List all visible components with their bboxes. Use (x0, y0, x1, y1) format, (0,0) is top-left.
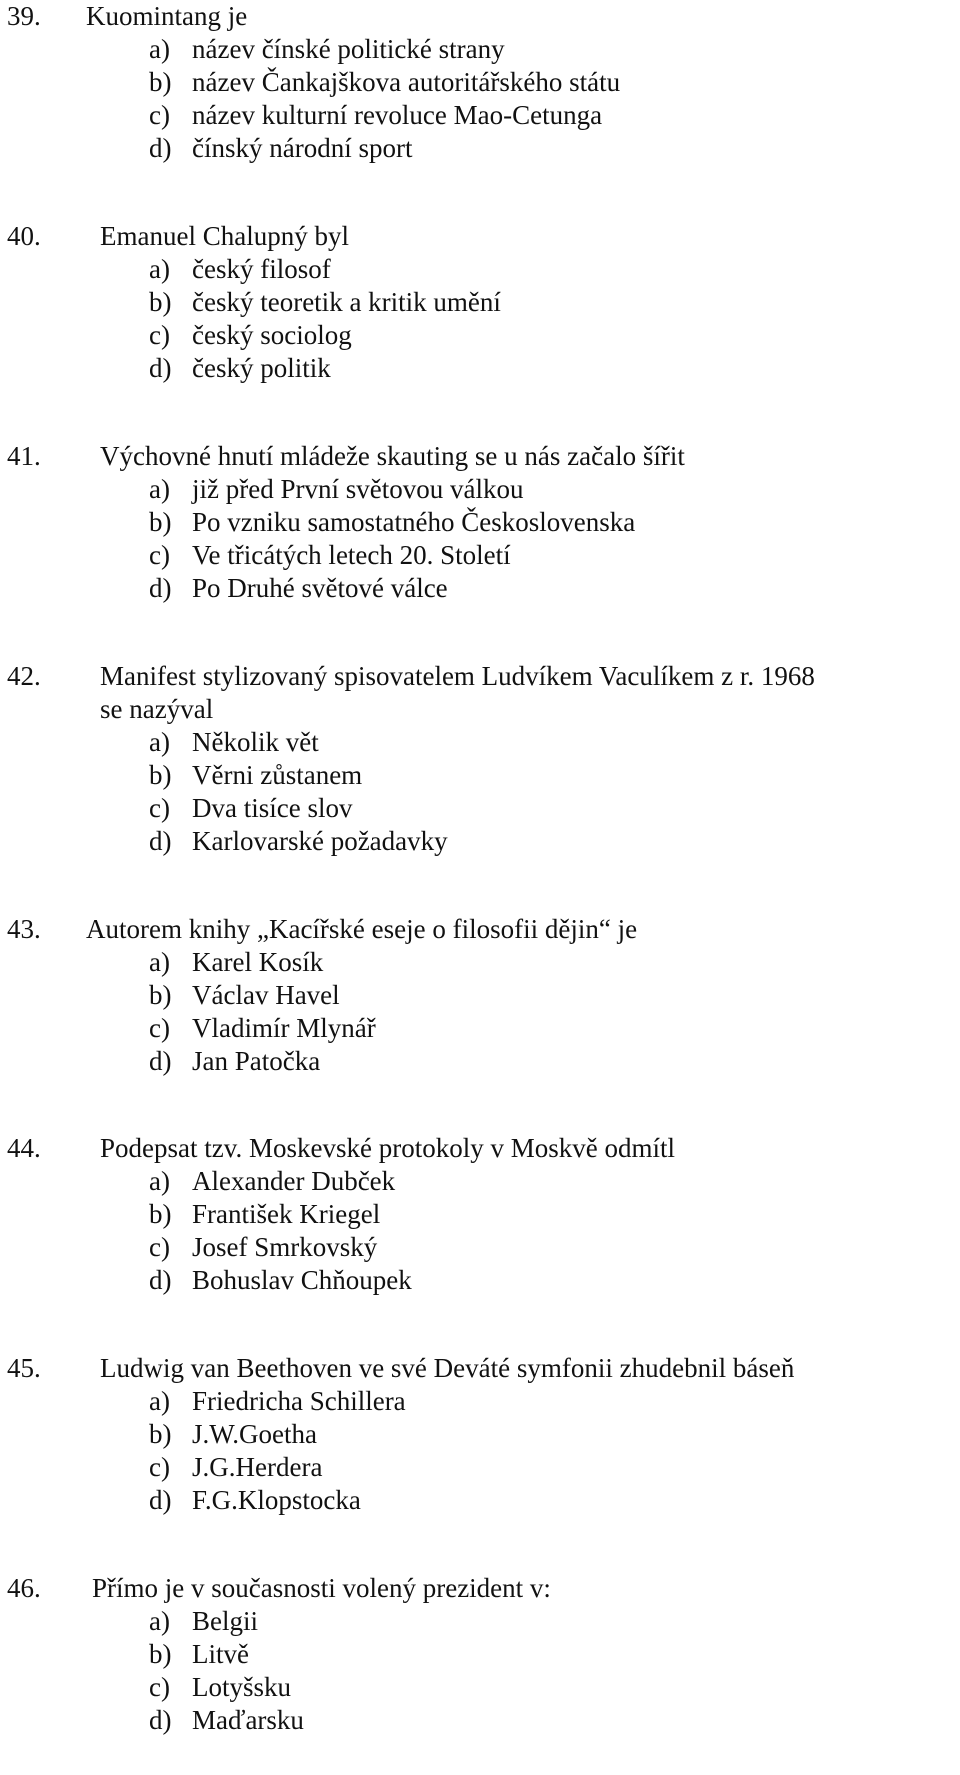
option-b (149, 1198, 380, 1230)
option-a (149, 726, 319, 758)
option-letter: d) (149, 1485, 172, 1515)
option-a (149, 1605, 258, 1637)
option-text: český filosof (192, 254, 331, 284)
question-text: Výchovné hnutí mládeže skauting se u nás začalo šířit (100, 441, 685, 471)
option-text: František Kriegel (192, 1199, 381, 1229)
option-a (149, 946, 323, 978)
option-letter: b) (149, 1419, 172, 1449)
option-letter: d) (149, 1046, 172, 1076)
option-letter: b) (149, 287, 172, 317)
option-b (149, 506, 635, 538)
option-letter: a) (149, 947, 170, 977)
option-letter: a) (149, 474, 170, 504)
option-letter: a) (149, 34, 170, 64)
option-letter: b) (149, 1199, 172, 1229)
question-number: 43. (7, 914, 41, 944)
option-letter: d) (149, 353, 172, 383)
option-letter: d) (149, 826, 172, 856)
option-text: čínský národní sport (192, 133, 413, 163)
option-letter: d) (149, 573, 172, 603)
option-a (149, 253, 331, 285)
option-text: Jan Patočka (192, 1046, 321, 1076)
option-text: Friedricha Schillera (192, 1386, 406, 1416)
option-c (149, 1231, 377, 1263)
option-b (149, 1418, 317, 1450)
option-b (149, 759, 362, 791)
question-number: 45. (7, 1353, 41, 1383)
option-letter: b) (149, 1639, 172, 1669)
question-text: Kuomintang je (86, 1, 248, 31)
option-letter: c) (149, 793, 170, 823)
option-c (149, 1451, 322, 1483)
option-d (149, 1704, 304, 1736)
option-d (149, 1484, 361, 1516)
option-text: Maďarsku (192, 1705, 304, 1735)
option-text: název Čankajškova autoritářského státu (192, 67, 621, 97)
option-text: Věrni zůstanem (192, 760, 363, 790)
option-letter: b) (149, 507, 172, 537)
option-text: Belgii (192, 1606, 258, 1636)
option-letter: a) (149, 727, 170, 757)
option-letter: b) (149, 760, 172, 790)
option-text: český politik (192, 353, 331, 383)
option-letter: a) (149, 1606, 170, 1636)
option-text: Vladimír Mlynář (192, 1013, 376, 1043)
option-text: F.G.Klopstocka (192, 1485, 361, 1515)
option-letter: a) (149, 1166, 170, 1196)
option-letter: d) (149, 133, 172, 163)
option-text: Litvě (192, 1639, 249, 1669)
question-text: Manifest stylizovaný spisovatelem Ludvíkem Vaculíkem z r. 1968 (100, 661, 815, 691)
option-a (149, 473, 523, 505)
option-text: Několik vět (192, 727, 319, 757)
question-number: 40. (7, 221, 41, 251)
option-letter: a) (149, 254, 170, 284)
option-text: Lotyšsku (192, 1672, 292, 1702)
option-text: Václav Havel (192, 980, 340, 1010)
option-b (149, 979, 340, 1011)
question-text: Autorem knihy „Kacířské eseje o filosofii dějin“ je (86, 914, 638, 944)
option-c (149, 1012, 376, 1044)
option-letter: d) (149, 1265, 172, 1295)
option-c (149, 319, 352, 351)
option-text: Alexander Dubček (192, 1166, 396, 1196)
option-text: Karel Kosík (192, 947, 324, 977)
question-text: Podepsat tzv. Moskevské protokoly v Moskvě odmítl (100, 1133, 675, 1163)
option-text: J.G.Herdera (192, 1452, 323, 1482)
option-letter: b) (149, 67, 172, 97)
option-letter: c) (149, 100, 170, 130)
option-letter: c) (149, 320, 170, 350)
option-text: Dva tisíce slov (192, 793, 353, 823)
option-text: Po vzniku samostatného Československa (192, 507, 636, 537)
question-text: Přímo je v současnosti volený prezident v: (92, 1573, 551, 1603)
option-text: český teoretik a kritik umění (192, 287, 501, 317)
option-letter: c) (149, 1672, 170, 1702)
option-d (149, 1264, 412, 1296)
option-b (149, 286, 501, 318)
option-letter: a) (149, 1386, 170, 1416)
question-number: 42. (7, 661, 41, 691)
question-text: Emanuel Chalupný byl (100, 221, 349, 251)
option-letter: c) (149, 540, 170, 570)
option-text: název kulturní revoluce Mao-Cetunga (192, 100, 603, 130)
option-d (149, 572, 448, 604)
option-letter: d) (149, 1705, 172, 1735)
option-text: název čínské politické strany (192, 34, 505, 64)
option-d (149, 132, 412, 164)
option-a (149, 1165, 395, 1197)
option-d (149, 352, 331, 384)
option-c (149, 539, 511, 571)
option-c (149, 792, 352, 824)
question-number: 41. (7, 441, 41, 471)
option-letter: b) (149, 980, 172, 1010)
option-d (149, 825, 448, 857)
question-number: 46. (7, 1573, 41, 1603)
question-text-continued: se nazýval (100, 694, 214, 724)
option-letter: c) (149, 1232, 170, 1262)
option-text: český sociolog (192, 320, 352, 350)
option-text: již před První světovou válkou (192, 474, 524, 504)
option-b (149, 1638, 249, 1670)
option-text: Ve třicátých letech 20. Století (192, 540, 511, 570)
option-text: J.W.Goetha (192, 1419, 317, 1449)
option-a (149, 1385, 406, 1417)
question-text: Ludwig van Beethoven ve své Deváté symfonii zhudebnil báseň (100, 1353, 795, 1383)
question-number: 39. (7, 1, 41, 31)
question-number: 44. (7, 1133, 41, 1163)
option-c (149, 1671, 291, 1703)
option-text: Josef Smrkovský (192, 1232, 378, 1262)
option-b (149, 66, 620, 98)
option-c (149, 99, 602, 131)
option-letter: c) (149, 1013, 170, 1043)
option-text: Karlovarské požadavky (192, 826, 448, 856)
option-a (149, 33, 505, 65)
option-letter: c) (149, 1452, 170, 1482)
option-d (149, 1045, 320, 1077)
option-text: Bohuslav Chňoupek (192, 1265, 412, 1295)
option-text: Po Druhé světové válce (192, 573, 448, 603)
